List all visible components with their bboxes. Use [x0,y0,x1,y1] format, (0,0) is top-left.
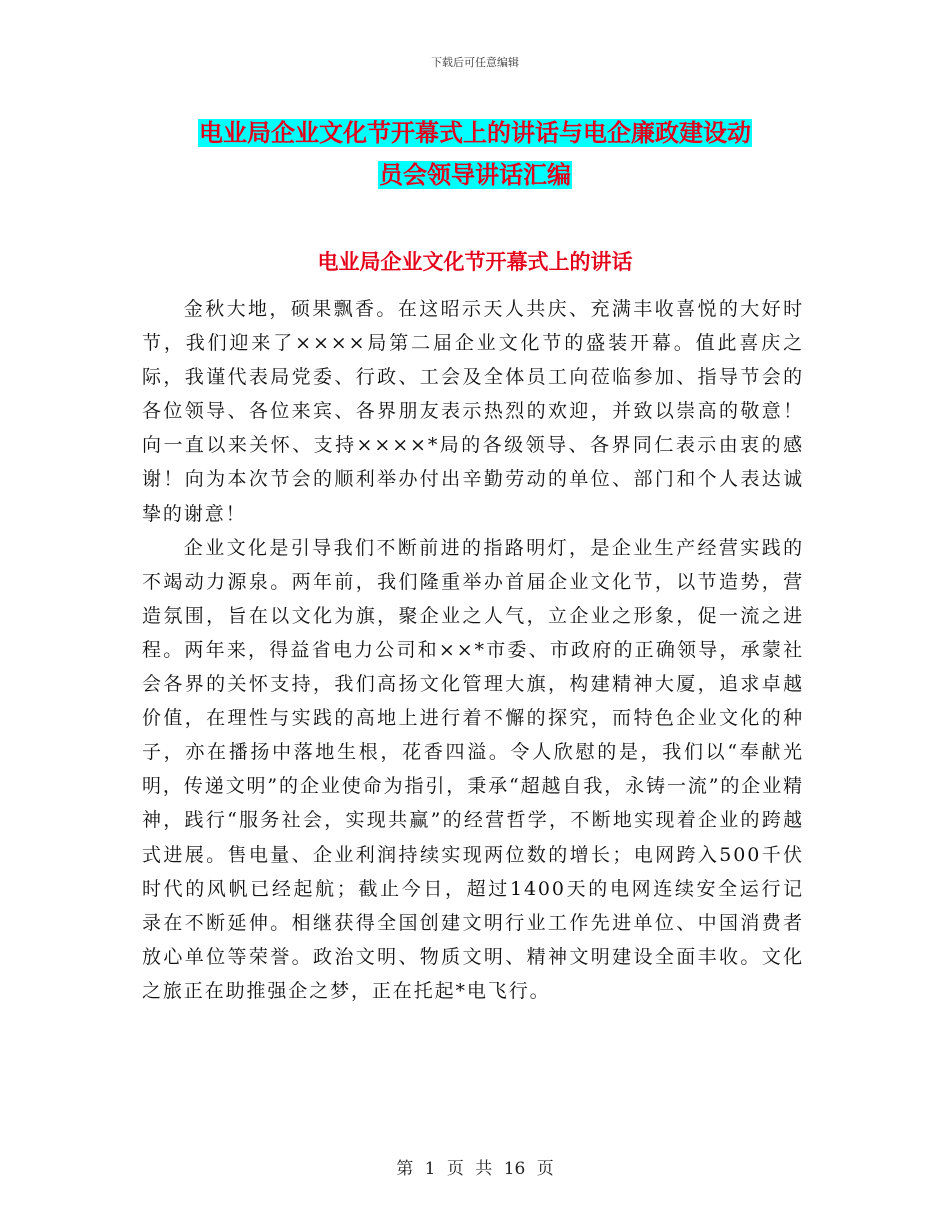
document-body [142,292,804,1008]
section-title: 电业局企业文化节开幕式上的讲话 [317,250,633,274]
document-title [0,112,950,196]
paragraph-2: 企业文化是引导我们不断前进的指路明灯，是企业生产经营实践的不竭动力源泉。两年前，我们隆重举办首届企业文化节，以节造势，营造氛围，旨在以文化为旗，聚企业之人气，立企业之形象，促一流之进程。两年来，得益省电力公司和××*市委、市政府的正确领导，承蒙社会各界的关怀支持，我们高扬文化管理大旗，构建精神大厦，追求卓越价值，在理性与实践的高地上进行着不懈的探究，而特色企业文化的种子，亦在播扬中落地生根，花香四溢。令人欣慰的是，我们以“奉献光明，传递文明”的企业使命为指引，秉承“超越自我，永铸一流”的企业精神，践行“服务社会，实现共赢”的经营哲学，不断地实现着企业的跨越式进展。售电量、企业利润持续实现两位数的增长；电网跨入500千伏时代的风帆已经起航；截止今日，超过1400天的电网连续安全运行记录在不断延伸。相继获得全国创建文明行业工作先进单位、中国消费者放心单位等荣誉。政治文明、物质文明、精神文明建设全面丰收。文化之旅正在助推强企之梦，正在托起*电飞行。 [142,536,804,1002]
paragraph-1: 金秋大地，硕果飘香。在这昭示天人共庆、充满丰收喜悦的大好时节，我们迎来了××××局第二届企业文化节的盛装开幕。值此喜庆之际，我谨代表局党委、行政、工会及全体员工向莅临参加、指导节会的各位领导、各位来宾、各界朋友表示热烈的欢迎，并致以崇高的敬意！向一直以来关怀、支持××××*局的各级领导、各界同仁表示由衷的感谢！向为本次节会的顺利举办付出辛勤劳动的单位、部门和个人表达诚挚的谢意！ [142,298,804,525]
document-title-line-2: 员会领导讲话汇编 [379,161,571,189]
header-note: 下载后可任意编辑 [431,56,519,69]
document-title-line-1: 电业局企业文化节开幕式上的讲话与电企廉政建设动 [199,119,751,147]
page-number: 第 1 页 共 16 页 [396,1159,554,1179]
